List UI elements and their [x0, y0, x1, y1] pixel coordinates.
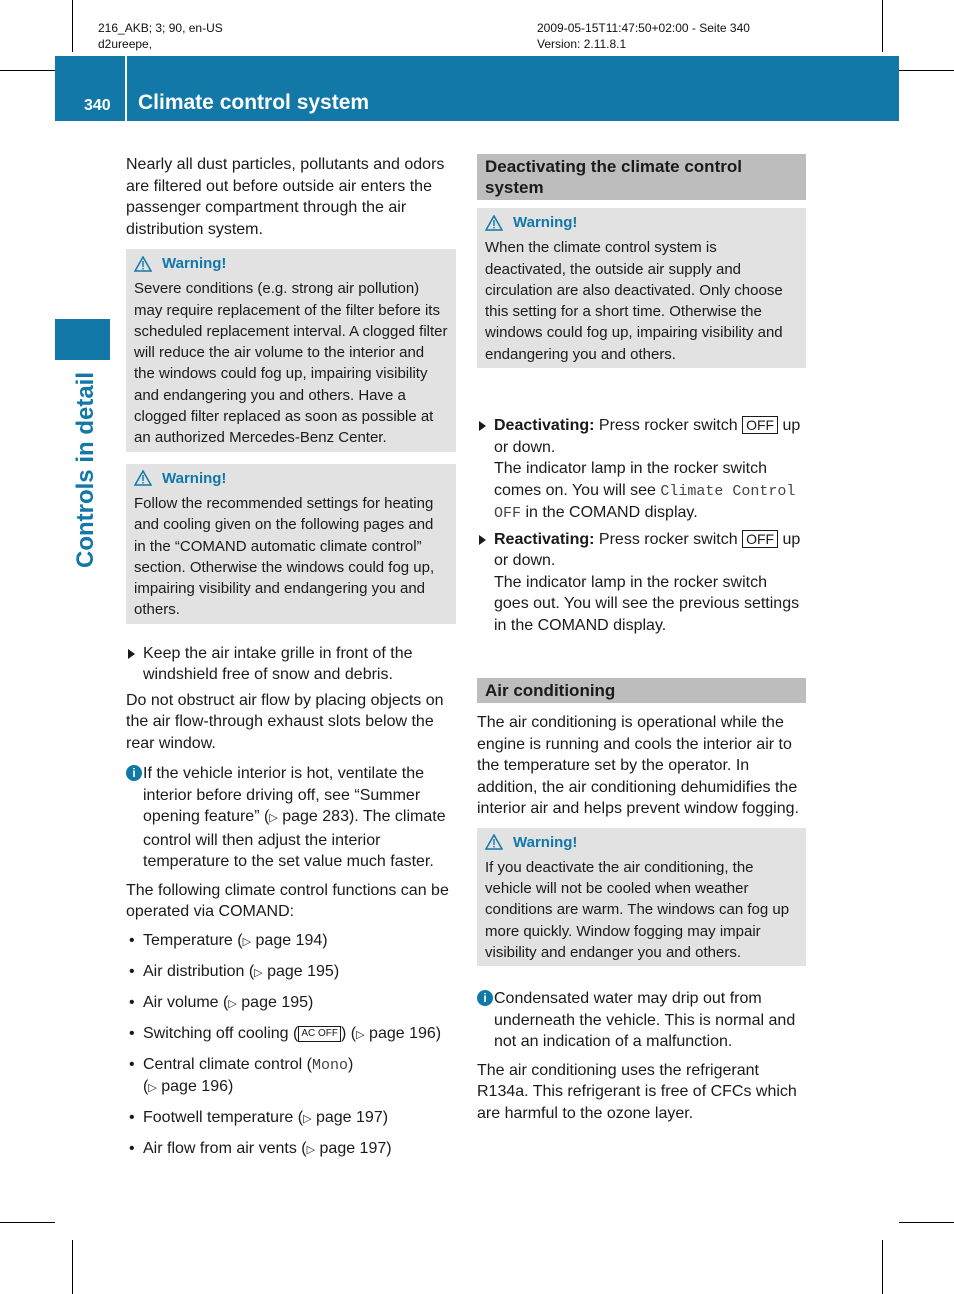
warning-triangle-icon: [485, 215, 503, 231]
warning-header: [134, 253, 448, 274]
info-icon: i: [477, 990, 493, 1006]
page-reference: page 194: [255, 931, 323, 949]
page-reference: page 196: [369, 1024, 436, 1042]
page-ref-triangle-icon: ▷: [254, 966, 263, 979]
step-text: up or down.: [494, 530, 801, 570]
list-item-end: ): [322, 931, 328, 949]
page-ref-triangle-icon: ▷: [148, 1082, 157, 1095]
crop-mark: [72, 0, 73, 52]
page-reference: page 195: [267, 962, 334, 980]
list-item: [126, 992, 456, 1016]
warning-header: [134, 468, 448, 489]
page-ref-triangle-icon: ▷: [269, 812, 278, 825]
print-meta-left: [98, 20, 223, 52]
display-text: Climate Control OFF: [494, 482, 796, 523]
crop-mark: [899, 70, 954, 71]
body-paragraph: The following climate control functions can be operated via COMAND:: [126, 881, 449, 921]
page-ref-triangle-icon: ▷: [228, 997, 237, 1010]
step-text: Press rocker switch: [594, 417, 743, 435]
section-heading: Deactivating the climate control system: [477, 154, 806, 200]
warning-header: [485, 212, 798, 233]
meta-right-line1: 2009-05-15T11:47:50+02:00 - Seite 340: [537, 21, 750, 35]
warning-title: Warning!: [162, 255, 227, 272]
body-paragraph: The air conditioning uses the refrigerant R134a. This refrigerant is free of CFCs which are harmful to the ozone layer.: [477, 1061, 797, 1122]
step-arrow-icon: [128, 649, 135, 659]
body-paragraph: Do not obstruct air flow by placing objects on the air flow-through exhaust slots below the rear window.: [126, 691, 444, 752]
list-item-label: Air volume (: [143, 993, 229, 1011]
display-text: Mono: [311, 1056, 348, 1074]
info-note: [477, 988, 806, 1053]
crop-mark: [72, 1240, 73, 1294]
left-column: [126, 154, 456, 1169]
info-text: Condensated water may drip out from underneath the vehicle. This is normal and not an indication of a malfunction.: [494, 990, 796, 1051]
warning-title: Warning!: [513, 833, 578, 851]
list-item: [126, 1023, 456, 1047]
intro-paragraph: Nearly all dust particles, pollutants and odors are filtered out before outside air enters the passenger compartment through the air distribution system.: [126, 156, 445, 238]
list-item-mid: ): [347, 1055, 354, 1073]
list-item-label: Air flow from air vents (: [143, 1140, 307, 1158]
crop-mark: [882, 0, 883, 52]
crop-mark: [0, 1222, 55, 1223]
warning-box: [477, 208, 806, 368]
page-reference: page 283: [282, 808, 349, 826]
section-heading: Air conditioning: [477, 678, 806, 703]
info-text-start: If the vehicle interior is hot, ventilate the interior before driving off, see “Summer opening feature” (: [143, 765, 425, 826]
list-item-label: Central climate control (: [143, 1055, 312, 1073]
step-arrow-icon: [479, 421, 486, 431]
crop-mark: [882, 1240, 883, 1294]
meta-right-line2: Version: 2.11.8.1: [537, 37, 627, 51]
page-ref-triangle-icon: ▷: [303, 1113, 312, 1126]
meta-left-line1: 216_AKB; 3; 90, en-US: [98, 21, 223, 35]
crop-mark: [899, 1222, 954, 1223]
page-reference: page 197: [319, 1140, 387, 1158]
crop-mark: [0, 70, 55, 71]
warning-triangle-icon: [134, 256, 152, 272]
side-chapter-label: [71, 371, 101, 569]
step-detail: in the COMAND display.: [521, 504, 698, 522]
list-item: [126, 1138, 456, 1162]
list-item-end: ): [333, 962, 340, 980]
warning-box: [126, 464, 456, 624]
info-note: [126, 763, 456, 873]
meta-left-line2: d2ureepe,: [98, 37, 153, 51]
warning-text: If you deactivate the air conditioning, the vehicle will not be cooled when weather conditions are warm. The windows can fog up more quickly. Window fogging may impair visibility and endanger you and others.: [485, 858, 790, 962]
page-reference: page 196: [161, 1078, 228, 1096]
step-detail: The indicator lamp in the rocker switch comes on. You will see: [494, 460, 767, 499]
function-list: [126, 930, 456, 1162]
right-column: [477, 154, 806, 1124]
list-item-label: Air distribution (: [143, 962, 255, 980]
list-item-end: ): [227, 1078, 234, 1096]
off-switch-key: OFF: [742, 530, 778, 548]
warning-triangle-icon: [485, 834, 503, 850]
warning-header: [485, 832, 798, 853]
side-tab-marker: [55, 319, 110, 360]
step-text: Press rocker switch: [594, 530, 743, 548]
list-item-label: Temperature (: [143, 931, 243, 949]
page-number: 340: [84, 97, 111, 114]
list-item: [126, 1107, 456, 1131]
warning-text: Follow the recommended settings for heating and cooling given on the following pages and in the “COMAND automatic climate control” section. Otherwise the windows could fog up, impairing visibility and endangering you and others.: [134, 494, 435, 619]
ac-off-button-icon: AC OFF: [298, 1026, 341, 1042]
warning-box: [477, 828, 806, 967]
info-text-end: ). The climate control will then adjust the interior temperature to the set value much faster.: [143, 808, 446, 871]
list-item: [126, 961, 456, 985]
page-reference: page 197: [315, 1109, 383, 1127]
page-ref-triangle-icon: ▷: [356, 1028, 365, 1041]
list-item-end: ): [435, 1024, 442, 1042]
instruction-step: [477, 529, 806, 637]
step-label: Reactivating:: [494, 530, 595, 548]
list-item: [126, 930, 456, 954]
print-meta-right: [537, 20, 750, 52]
page-ref-triangle-icon: ▷: [306, 1144, 316, 1157]
page-reference: page 195: [241, 993, 309, 1011]
info-icon: i: [126, 765, 142, 781]
warning-triangle-icon: [134, 470, 152, 486]
step-text: Keep the air intake grille in front of the windshield free of snow and debris.: [143, 644, 413, 684]
warning-text: When the climate control system is deactivated, the outside air supply and circulation are also deactivated. Only choose this setting for a short time. Otherwise the windows could fog up, impairing visibility and endangering you and others.: [485, 239, 783, 363]
warning-box: [126, 249, 456, 452]
page-ref-triangle-icon: ▷: [242, 935, 252, 948]
step-label: Deactivating:: [494, 417, 595, 435]
step-detail: The indicator lamp in the rocker switch goes out. You will see the previous settings in the COMAND display.: [494, 573, 800, 634]
page-title: Climate control system: [138, 91, 370, 114]
side-chapter-text: Controls in detail: [72, 371, 99, 569]
step-text: up or down.: [494, 417, 801, 456]
instruction-step: [126, 643, 456, 686]
list-item-label: Footwell temperature (: [143, 1109, 304, 1127]
off-switch-key: OFF: [742, 416, 778, 434]
warning-text: Severe conditions (e.g. strong air pollution) may require replacement of the filter before its scheduled replacement interval. A clogged filter will reduce the air volume to the interior and the windows could fog up, impairing visibility and endangering you and others. Have a clogged filter replaced as soon as possible at an authorized Mercedes-Benz Center.: [134, 280, 448, 447]
list-item-mid: ) (: [341, 1024, 357, 1042]
body-paragraph: The air conditioning is operational while the engine is running and cools the interior air to the temperature set by the operator. In addition, the air conditioning dehumidifies the interior air and helps prevent window fogging.: [477, 714, 799, 818]
list-item-end: ): [308, 993, 314, 1011]
instruction-step: [477, 415, 806, 525]
warning-title: Warning!: [513, 214, 578, 231]
list-item-end: ): [386, 1140, 392, 1158]
list-item-end: ): [382, 1109, 389, 1127]
list-item-label: Switching off cooling (: [143, 1024, 299, 1042]
header-divider: [125, 56, 127, 121]
step-arrow-icon: [479, 535, 486, 545]
warning-title: Warning!: [162, 469, 227, 487]
list-item: • Central climate control (Mono) (▷ page 196): [126, 1054, 456, 1100]
